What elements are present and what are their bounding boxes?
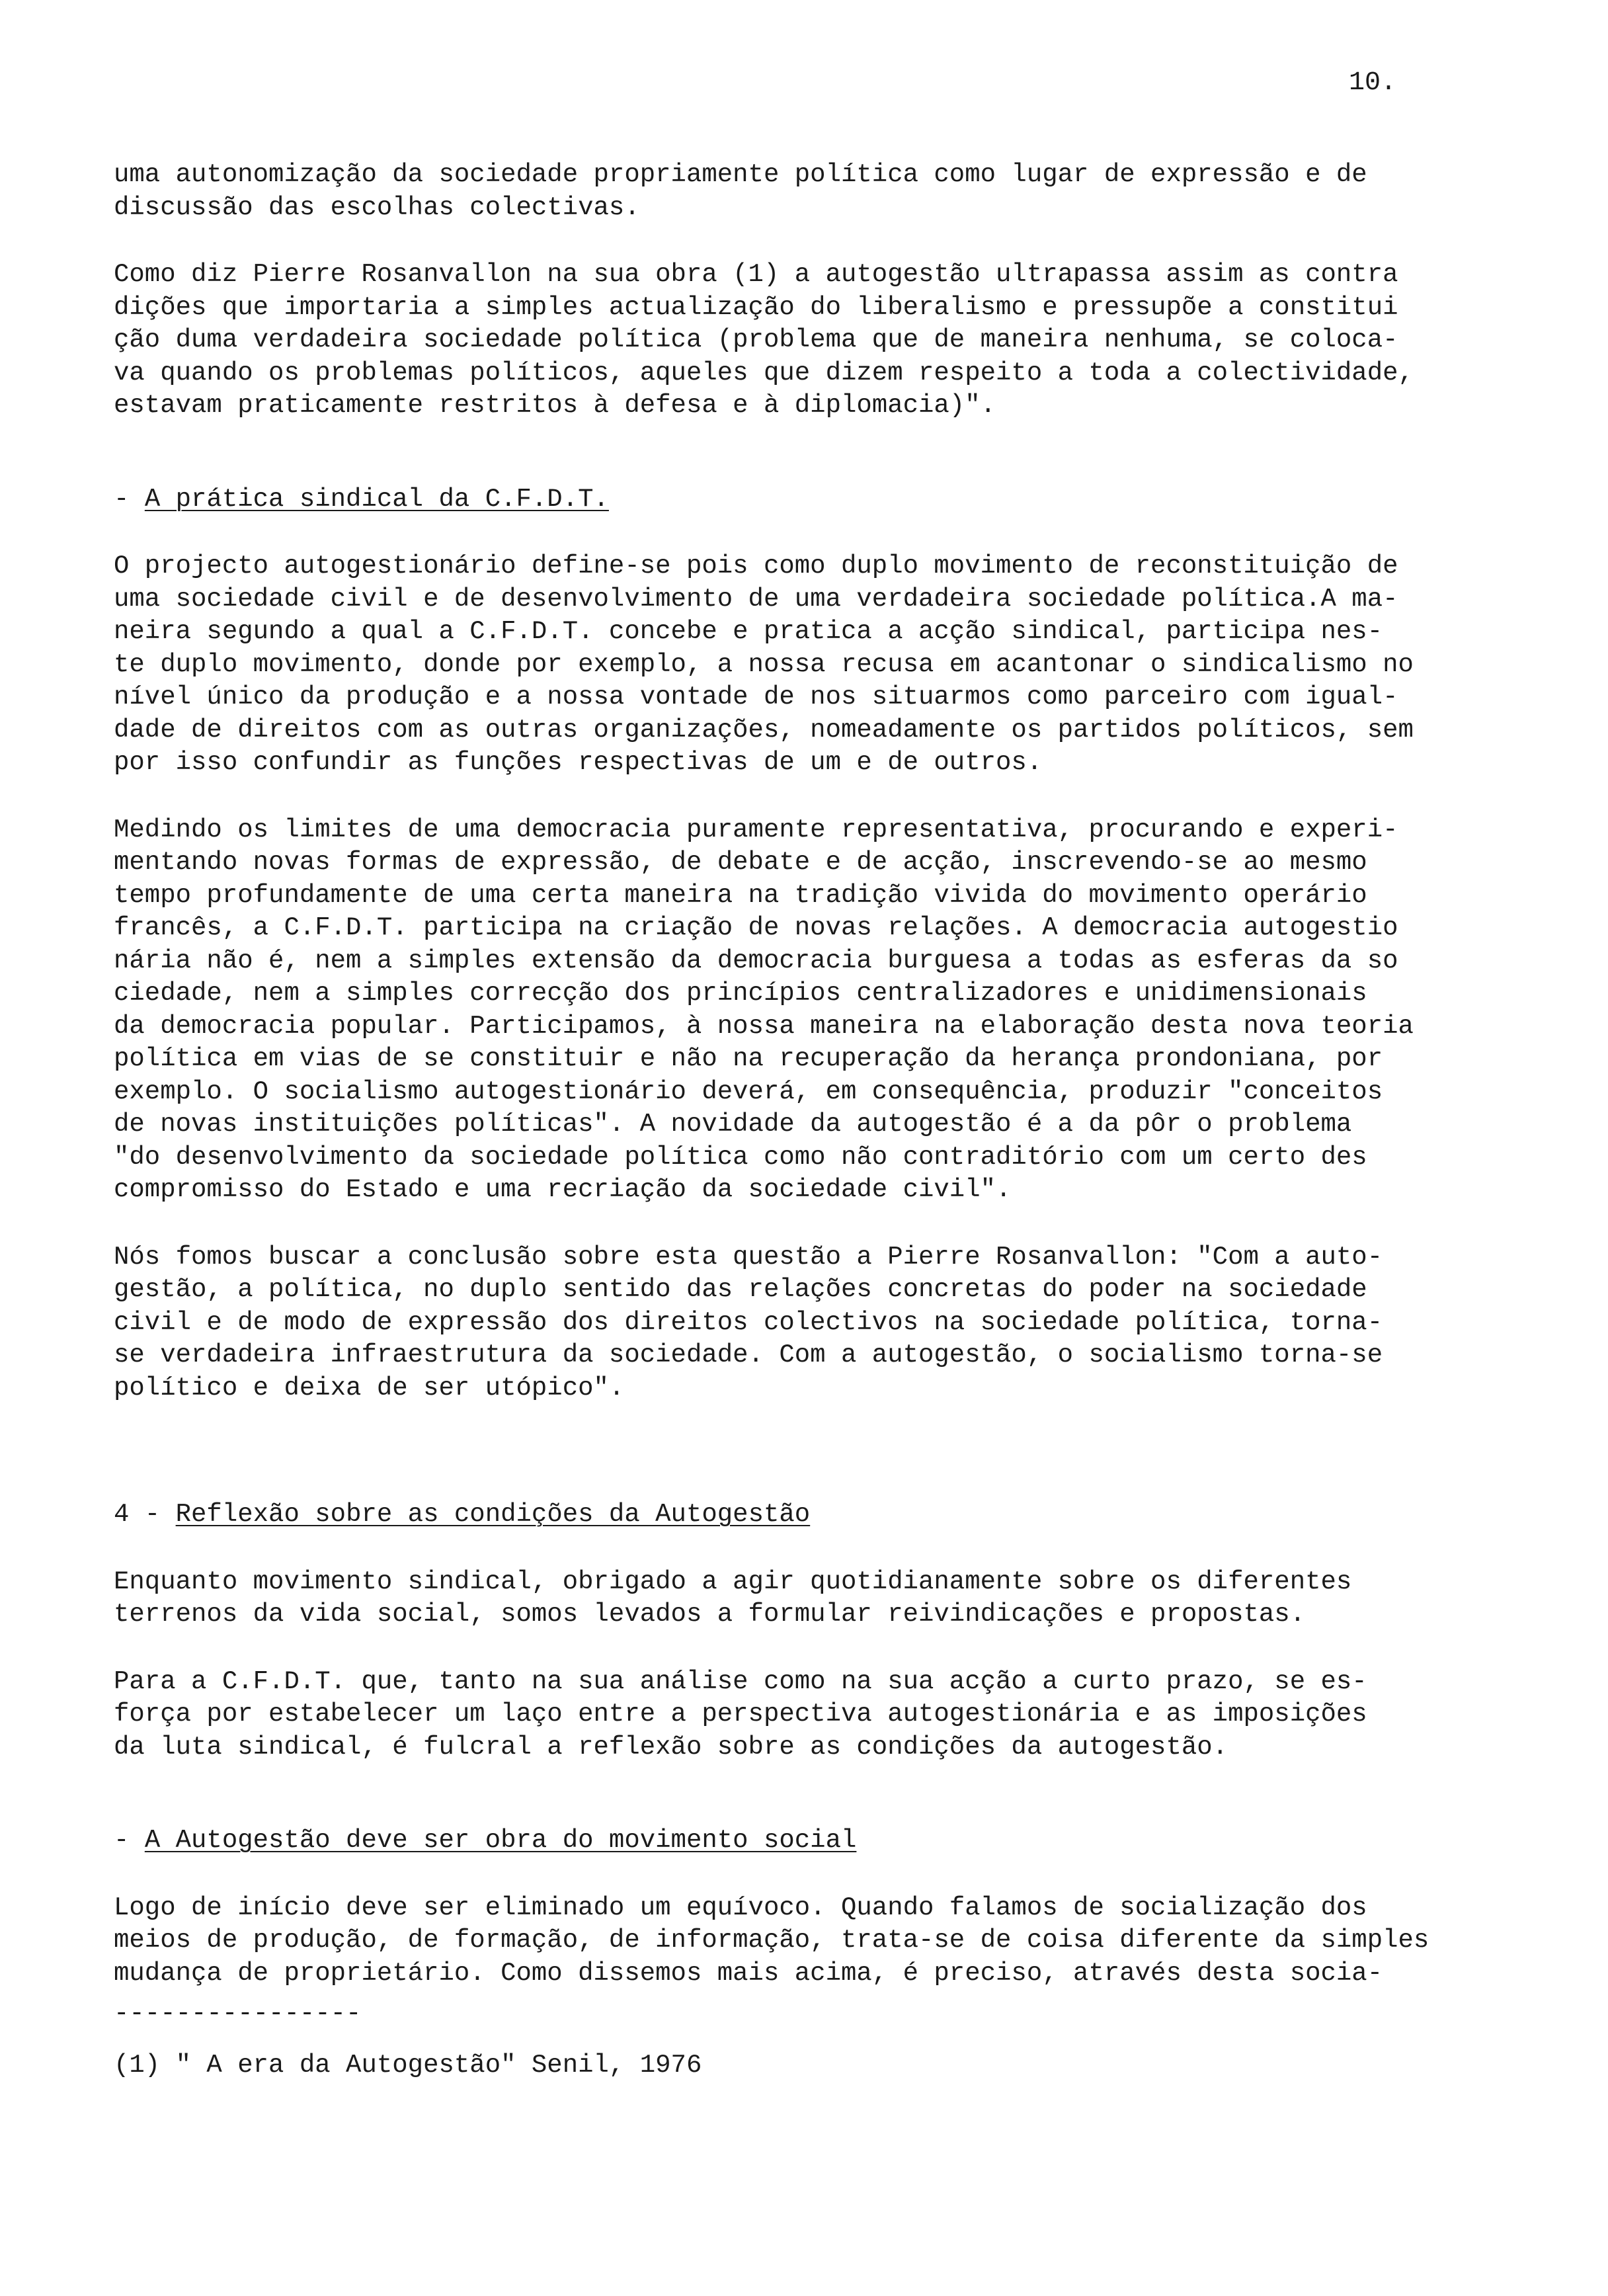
section-3-paragraph-1: Logo de início deve ser eliminado um equívoco. Quando falamos de socialização dos meios de produção, de formação, de informação, trata-se de coisa diferente da simples mudança de proprietário. Como dissemos mais acima, é preciso, através desta socia- — [114, 1893, 1429, 1988]
page-number: 10. — [1349, 68, 1397, 98]
footnote: (1) " A era da Autogestão" Senil, 1976 — [114, 2050, 702, 2080]
intro-paragraph-2: Como diz Pierre Rosanvallon na sua obra (1) a autogestão ultrapassa assim as contra dições que importaria a simples actualização do liberalismo e pressupõe a constitui ção duma verdadeira sociedade política (problema que de maneira nenhuma, se coloca- va quando os problemas políticos, aqueles que dizem respeito a toda a colectividade, estavam praticamente restritos à defesa e à diplomacia)". — [114, 260, 1414, 420]
section-heading-reflexao — [114, 1498, 1529, 1532]
heading-dash: - — [114, 1826, 145, 1855]
section-1-paragraph-2: Medindo os limites de uma democracia puramente representativa, procurando e experi- mentando novas formas de expressão, de debate e de acção, inscrevendo-se ao mesmo tempo profundamente de uma certa maneira na tradição vivida do movimento operário francês, a C.F.D.T. participa na criação de novas relações. A democracia autogestio nária não é, nem a simples extensão da democracia burguesa a todas as esferas da so ciedade, nem a simples correcção dos princípios centralizadores e unidimensionais da democracia popular. Participamos, à nossa maneira na elaboração desta nova teoria política em vias de se constituir e não na recuperação da herança prondoniana, por exemplo. O socialismo autogestionário deverá, em consequência, produzir "conceitos de novas instituições políticas". A novidade da autogestão é a da pôr o problema "do desenvolvimento da sociedade política como não contraditório com um certo des compromisso do Estado e uma recriação da sociedade civil". — [114, 815, 1414, 1204]
section-heading-movimento-social — [114, 1824, 1529, 1858]
heading-title: Reflexão sobre as condições da Autogestão — [175, 1500, 811, 1529]
section-2-paragraph-2: Para a C.F.D.T. que, tanto na sua análise como na sua acção a curto prazo, se es- força por estabelecer um laço entre a perspectiva autogestionária e as imposições da luta sindical, é fulcral a reflexão sobre as condições da autogestão. — [114, 1666, 1367, 1762]
section-1-paragraph-1: O projecto autogestionário define-se pois como duplo movimento de reconstituição de uma sociedade civil e de desenvolvimento de uma verdadeira sociedade política.A ma- neira segundo a qual a C.F.D.T. concebe e pratica a acção sindical, participa nes- te duplo movimento, donde por exemplo, a nossa recusa em acantonar o sindicalismo no nível único da produção e a nossa vontade de nos situarmos como parceiro com igual- dade de direitos com as outras organizações, nomeadamente os partidos políticos, sem por isso confundir as funções respectivas de um e de outros. — [114, 552, 1414, 777]
heading-dash: - — [114, 484, 145, 514]
footnote-separator: ---------------- — [114, 1999, 362, 2028]
section-1-paragraph-3: Nós fomos buscar a conclusão sobre esta questão a Pierre Rosanvallon: "Com a auto- gestão, a política, no duplo sentido das relações concretas do poder na sociedade civil e de modo de expressão dos direitos colectivos na sociedade política, torna- se verdadeira infraestrutura da sociedade. Com a autogestão, o socialismo torna-se político e deixa de ser utópico". — [114, 1242, 1383, 1403]
heading-title: A prática sindical da C.F.D.T. — [144, 484, 609, 514]
page-content — [114, 159, 1529, 2082]
heading-number: 4 - — [114, 1500, 176, 1529]
section-2-paragraph-1: Enquanto movimento sindical, obrigado a agir quotidianamente sobre os diferentes terrenos da vida social, somos levados a formular reivindicações e propostas. — [114, 1567, 1352, 1629]
intro-paragraph-1: uma autonomização da sociedade propriamente política como lugar de expressão e de discussão das escolhas colectivas. — [114, 160, 1367, 222]
section-heading-pratica-sindical — [114, 483, 1529, 516]
heading-title: A Autogestão deve ser obra do movimento social — [144, 1826, 857, 1855]
